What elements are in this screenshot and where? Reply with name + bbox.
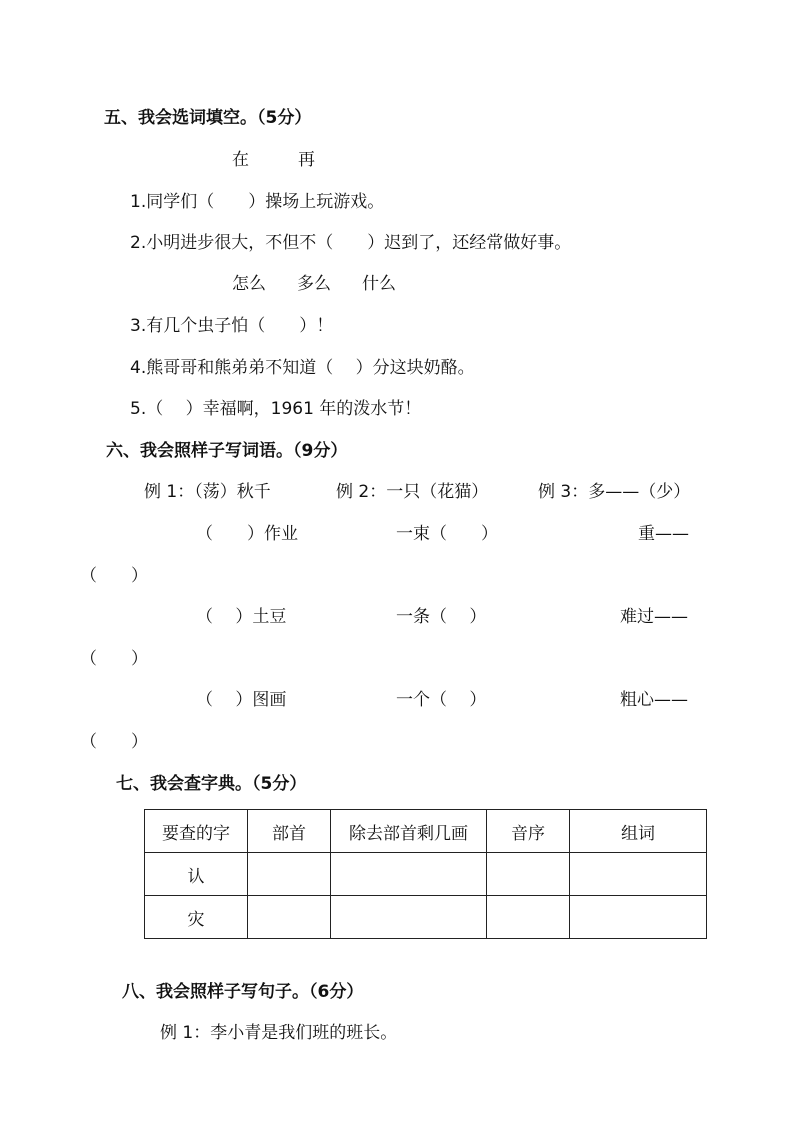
word-choice: 再 bbox=[298, 150, 315, 170]
answer-cell[interactable] bbox=[570, 896, 707, 939]
exercise-item: 难过—— bbox=[620, 607, 688, 627]
answer-cell[interactable] bbox=[331, 853, 487, 896]
word-choice: 怎么 bbox=[232, 274, 266, 294]
question-4: 4.熊哥哥和熊弟弟不知道（ ）分这块奶酪。 bbox=[130, 358, 475, 378]
question-2: 2.小明进步很大，不但不（ ）迟到了，还经常做好事。 bbox=[130, 233, 572, 253]
section-5-title: 五、我会选词填空。（5分） bbox=[104, 108, 312, 128]
answer-blank: （ ） bbox=[80, 566, 148, 586]
question-3: 3.有几个虫子怕（ ）！ bbox=[130, 316, 334, 336]
dictionary-table bbox=[144, 809, 707, 939]
exercise-item: 粗心—— bbox=[620, 690, 688, 710]
table-header-row bbox=[145, 810, 707, 853]
char-cell: 灾 bbox=[145, 896, 248, 939]
answer-cell[interactable] bbox=[487, 896, 570, 939]
column-header: 要查的字 bbox=[145, 810, 248, 853]
exercise-item: （ ）作业 bbox=[196, 524, 298, 544]
section-7-title: 七、我会查字典。（5分） bbox=[116, 774, 307, 794]
exercise-item: 一束（ ） bbox=[396, 524, 498, 544]
section-8-title: 八、我会照样子写句子。（6分） bbox=[122, 982, 364, 1002]
column-header: 音序 bbox=[487, 810, 570, 853]
example-3: 例 3：多——（少） bbox=[538, 482, 691, 502]
exercise-item: 一个（ ） bbox=[396, 690, 487, 710]
exercise-item: 一条（ ） bbox=[396, 607, 487, 627]
answer-cell[interactable] bbox=[570, 853, 707, 896]
section-6-title: 六、我会照样子写词语。（9分） bbox=[106, 441, 348, 461]
answer-cell[interactable] bbox=[331, 896, 487, 939]
table-row bbox=[145, 853, 707, 896]
table-row bbox=[145, 896, 707, 939]
question-5: 5.（ ）幸福啊，1961 年的泼水节！ bbox=[130, 399, 422, 419]
word-choice: 多么 bbox=[297, 274, 331, 294]
word-choice: 什么 bbox=[362, 274, 396, 294]
question-1: 1.同学们（ ）操场上玩游戏。 bbox=[130, 192, 385, 212]
column-header: 组词 bbox=[570, 810, 707, 853]
answer-blank: （ ） bbox=[80, 732, 148, 752]
exercise-item: 重—— bbox=[638, 524, 689, 544]
example-sentence: 例 1：李小青是我们班的班长。 bbox=[160, 1023, 398, 1043]
answer-cell[interactable] bbox=[487, 853, 570, 896]
example-1: 例 1：（荡）秋千 bbox=[144, 482, 271, 502]
column-header: 除去部首剩几画 bbox=[331, 810, 487, 853]
example-2: 例 2：一只（花猫） bbox=[336, 482, 489, 502]
answer-blank: （ ） bbox=[80, 649, 148, 669]
word-choice: 在 bbox=[232, 150, 249, 170]
column-header: 部首 bbox=[248, 810, 331, 853]
answer-cell[interactable] bbox=[248, 853, 331, 896]
char-cell: 认 bbox=[145, 853, 248, 896]
exercise-item: （ ）图画 bbox=[196, 690, 287, 710]
exercise-item: （ ）土豆 bbox=[196, 607, 287, 627]
answer-cell[interactable] bbox=[248, 896, 331, 939]
